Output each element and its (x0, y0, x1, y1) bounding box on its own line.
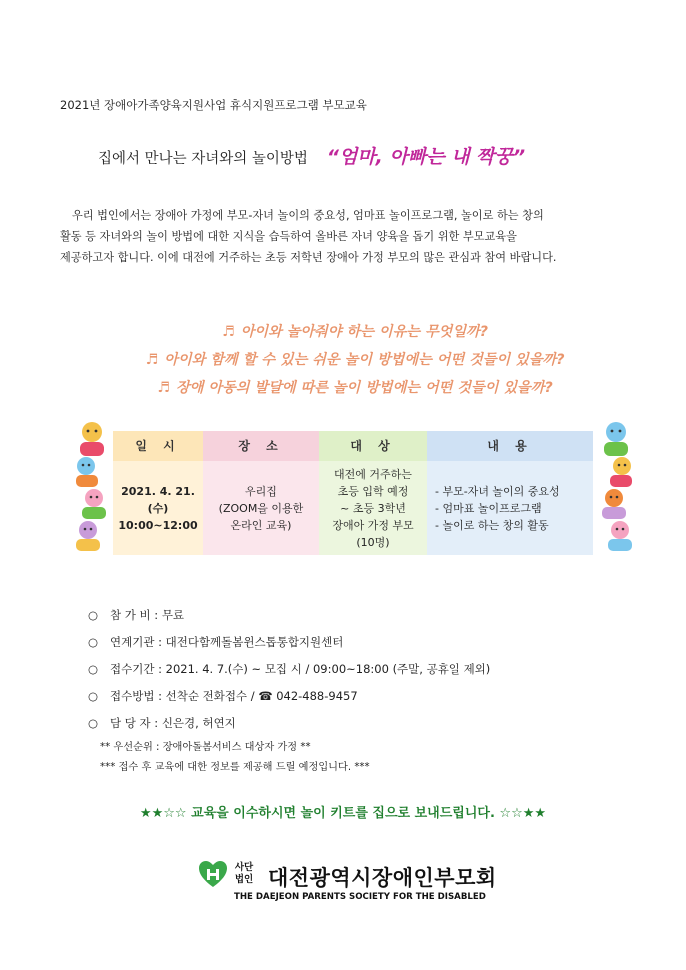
table-cell: 2021. 4. 21.(수) 10:00~12:00 (113, 461, 203, 555)
info-row: ○ 접수방법 : 선착순 전화접수 / ☎ 042-488-9457 (88, 683, 490, 710)
info-list (88, 602, 490, 737)
title-main: “엄마, 아빠는 내 짝꿍” (326, 146, 526, 168)
intro-line: 우리 법인에서는 장애아 가정에 부모-자녀 놀이의 중요성, 엄마표 놀이프로그램, 놀이로 하는 창의 (72, 209, 544, 222)
notes (100, 738, 370, 778)
question-item: ♬ 장애 아동의 발달에 따른 놀이 방법에는 어떤 것들이 있을까? (157, 380, 553, 396)
note-line: *** 접수 후 교육에 대한 정보를 제공해 드릴 예정입니다. *** (100, 762, 370, 773)
circle-bullet-icon: ○ (88, 716, 99, 730)
table-column-target (319, 431, 427, 555)
question-item: ♬ 아이와 놀아줘야 하는 이유는 무엇일까? (221, 324, 488, 340)
table-header: 내 용 (427, 431, 593, 461)
promo-banner: ★★☆☆ 교육을 이수하시면 놀이 키트를 집으로 보내드립니다. ☆☆★★ (139, 806, 547, 821)
question-item: ♬ 아이와 함께 할 수 있는 쉬운 놀이 방법에는 어떤 것들이 있을까? (145, 352, 565, 368)
kids-illustration-right (594, 420, 638, 558)
table-header: 일 시 (113, 431, 203, 461)
music-note-icon: ♬ (145, 352, 159, 368)
organization-name: 대전광역시장애인부모회 (268, 866, 497, 890)
header-line: 2021년 장애아가족양육지원사업 휴식지원프로그램 부모교육 (60, 98, 367, 112)
info-row: ○ 담 당 자 : 신은경, 허연지 (88, 710, 490, 737)
circle-bullet-icon: ○ (88, 689, 99, 703)
table-column-datetime (113, 431, 203, 555)
table-header: 대 상 (319, 431, 427, 461)
info-row: ○ 접수기간 : 2021. 4. 7.(수) ~ 모집 시 / 09:00~18:00 (주말, 공휴일 제외) (88, 656, 490, 683)
corp-label: 사단 법인 (234, 862, 254, 885)
info-row: ○ 연계기관 : 대전다함께돌봄윈스톱통합지원센터 (88, 629, 490, 656)
intro-line: 활동 등 자녀와의 놀이 방법에 대한 지식을 습득하여 올바른 자녀 양육을 돕기 위한 부모교육을 (60, 230, 517, 243)
table-cell: 대전에 거주하는 초등 입학 예정 ~ 초등 3학년 장애아 가정 부모 (10명) (319, 461, 427, 555)
questions (60, 318, 650, 402)
circle-bullet-icon: ○ (88, 635, 99, 649)
table-cell: - 부모-자녀 놀이의 중요성 - 엄마표 놀이프로그램 - 놀이로 하는 창의 활동 (427, 461, 593, 555)
title-row (98, 142, 618, 169)
circle-bullet-icon: ○ (88, 662, 99, 676)
note-line: ** 우선순위 : 장애아돌봄서비스 대상자 가정 ** (100, 742, 311, 753)
program-table (113, 431, 593, 555)
circle-bullet-icon: ○ (88, 608, 99, 622)
music-note-icon: ♬ (221, 324, 235, 340)
organization-english-name: THE DAEJEON PARENTS SOCIETY FOR THE DISABLED (234, 892, 486, 902)
title-sub: 집에서 만나는 자녀와의 놀이방법 (98, 151, 308, 167)
music-note-icon: ♬ (157, 380, 171, 396)
table-column-place (203, 431, 319, 555)
organization-logo-icon (198, 860, 228, 890)
info-row: ○ 참 가 비 : 무료 (88, 602, 490, 629)
intro-paragraph (60, 205, 636, 268)
intro-line: 제공하고자 합니다. 이에 대전에 거주하는 초등 저학년 장애아 가정 부모의 많은 관심과 참여 바랍니다. (60, 251, 557, 264)
table-column-content (427, 431, 593, 555)
kids-illustration-left (70, 420, 114, 558)
table-header: 장 소 (203, 431, 319, 461)
table-cell: 우리집 (ZOOM을 이용한 온라인 교육) (203, 461, 319, 555)
